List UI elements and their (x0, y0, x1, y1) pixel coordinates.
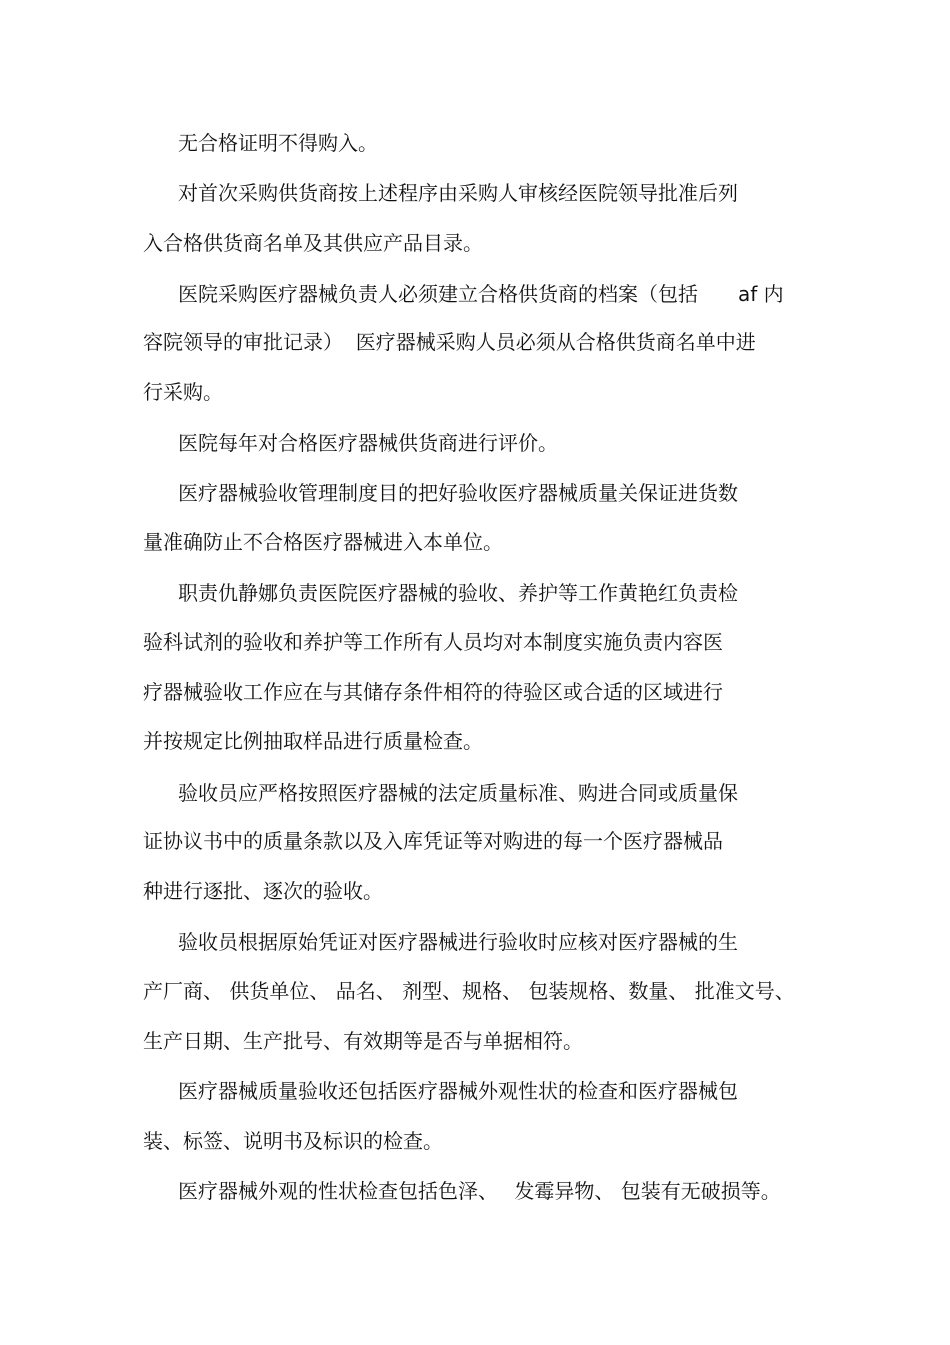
text-line: 容院领导的审批记录） 医疗器械采购人员必须从合格供货商名单中进 (143, 330, 756, 354)
text-line: 疗器械验收工作应在与其储存条件相符的待验区或合适的区域进行 (143, 680, 723, 704)
text-line: 产厂商、 供货单位、 品名、 剂型、规格、 包装规格、数量、 批准文号、 (143, 979, 795, 1003)
text-line: 医疗器械外观的性状检查包括色泽、 发霉异物、 包装有无破损等。 (178, 1179, 781, 1203)
text-line: 装、标签、说明书及标识的检查。 (143, 1129, 443, 1153)
text-line: 生产日期、生产批号、有效期等是否与单据相符。 (143, 1029, 583, 1053)
text-line: 行采购。 (143, 380, 223, 404)
text-line: 医院每年对合格医疗器械供货商进行评价。 (178, 431, 558, 455)
text-line: 对首次采购供货商按上述程序由采购人审核经医院领导批准后列 (178, 181, 738, 205)
text-line: 证协议书中的质量条款以及入库凭证等对购进的每一个医疗器械品 (143, 829, 723, 853)
text-line: 并按规定比例抽取样品进行质量检查。 (143, 729, 483, 753)
text-line: 验收员根据原始凭证对医疗器械进行验收时应核对医疗器械的生 (178, 930, 738, 954)
text-line: 验科试剂的验收和养护等工作所有人员均对本制度实施负责内容医 (143, 630, 723, 654)
text-line: 验收员应严格按照医疗器械的法定质量标准、购进合同或质量保 (178, 781, 738, 805)
text-line: 职责仇静娜负责医院医疗器械的验收、养护等工作黄艳红负责检 (178, 581, 738, 605)
text-line: 医疗器械质量验收还包括医疗器械外观性状的检查和医疗器械包 (178, 1079, 738, 1103)
text-line: 入合格供货商名单及其供应产品目录。 (143, 231, 483, 255)
text-line: 无合格证明不得购入。 (178, 131, 378, 155)
text-line: 医疗器械验收管理制度目的把好验收医疗器械质量关保证进货数 (178, 481, 738, 505)
text-line: 医院采购医疗器械负责人必须建立合格供货商的档案（包括 af 内 (178, 282, 784, 306)
text-line: 量准确防止不合格医疗器械进入本单位。 (143, 530, 503, 554)
text-line: 种进行逐批、逐次的验收。 (143, 879, 383, 903)
